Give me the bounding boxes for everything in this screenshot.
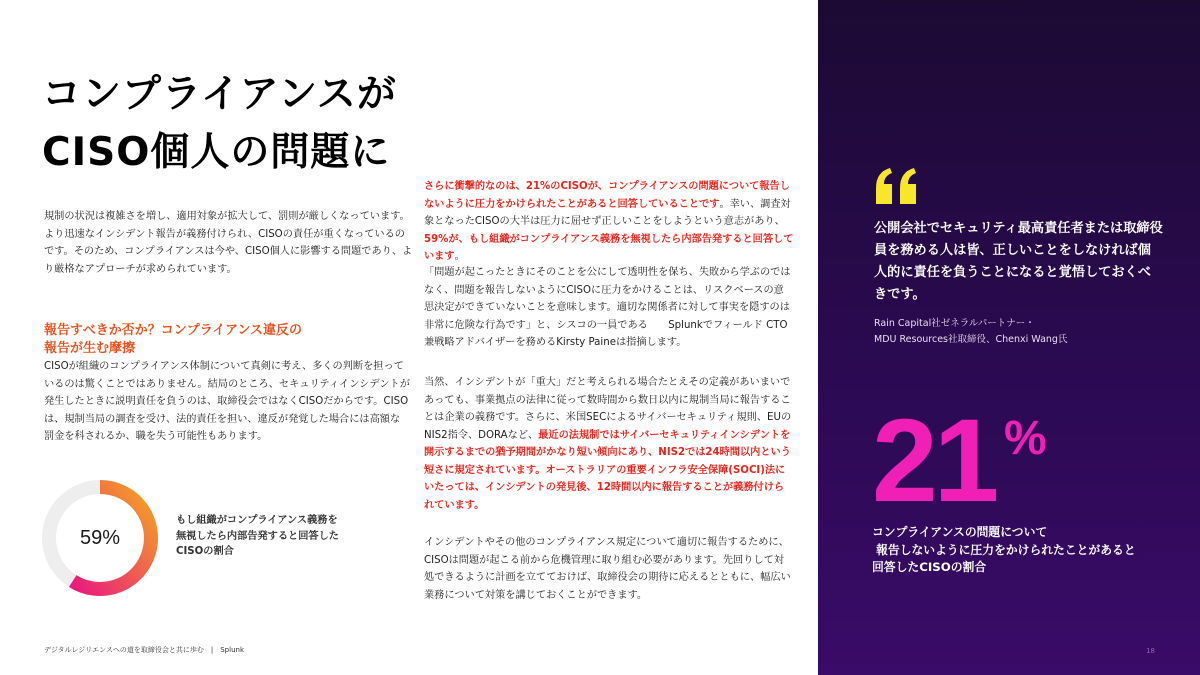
attribution-line-1: Rain Capital社ゼネラルパートナー・	[874, 318, 1035, 329]
section-heading	[44, 322, 334, 358]
page-number: 18	[1146, 647, 1155, 655]
highlight-text-3: 最近の法規制ではサイバーセキュリティインシデントを開示するまでの猶予期間がかなり短い傾向にあり、NIS2では24時間以内という短さに規定されています。オーストラリアの重要インフラ安全保障(SOCI)法にいたっては、インシデントの発見後、12時間以内に報告することが義務付けられています。	[424, 429, 791, 511]
page-title-line-2: CISO個人の問題に	[42, 130, 391, 175]
page-title	[42, 66, 397, 182]
stat-caption-line-3: 回答したCISOの割合	[872, 560, 987, 574]
big-stat-percent: %	[1004, 412, 1047, 465]
section-heading-line-1: 報告すべきか否か？コンプライアンス違反の	[44, 323, 303, 338]
donut-chart	[40, 478, 160, 598]
footer-text: デジタルレジリエンスへの道を取締役会と共に歩む | Splunk	[44, 646, 244, 654]
middle-text-1: 。幸い、調査対象となったCISOの大半は圧力に屈せず正しいことをしようという意志があり、	[424, 198, 791, 227]
lead-paragraph: 規制の状況は複雑さを増し、適用対象が拡大して、罰則が厳しくなっています。より迅速なインシデント報告が義務付けられ、CISOの責任が重くなっているのです。そのため、コンプライアンスは今や、CISO個人に影響する問題であり、より厳格なアプローチが求められています。	[44, 211, 413, 275]
stat-caption-line-2: 報告しないように圧力をかけられたことがあると	[872, 542, 1136, 557]
middle-paragraph-4: インシデントやその他のコンプライアンス規定について適切に報告するために、CISOは問題が起こる前から危機管理に取り組む必要があります。先回りして対処できるように計画を立てておけば、取締役会の期待に応えるとともに、幅広い業務について対策を講じておくことができます。	[424, 537, 791, 601]
highlight-text-2: 59%が、もし組織がコンプライアンス義務を無視したら内部告発すると回答しています	[424, 233, 794, 262]
stat-caption-line-1: コンプライアンスの問題について	[872, 525, 1048, 539]
middle-paragraph-3	[424, 374, 794, 514]
big-stat-number: 21	[872, 395, 996, 527]
donut-value-label: 59%	[79, 526, 121, 549]
quote-text: 公開会社でセキュリティ最高責任者または取締役員を務める人は皆、正しいことをしなければ個人的に責任を負うことになると覚悟しておくべきです。	[874, 221, 1163, 302]
quote-attribution	[874, 316, 1164, 348]
middle-paragraph-2: 「問題が起こったときにそのことを公にして透明性を保ち、失敗から学ぶのではなく、問題を報告しないようにCISOに圧力をかけることは、リスクベースの意思決定ができていないことを意味します。適切な関係者に対して事実を隠すのは非常に危険な行為です」と、シスコの一員である Splunkでフィールド CTO兼戦略アドバイザーを務めるKirsty Paineは指摘します。	[424, 267, 791, 348]
section-heading-line-2: 報告が生む摩擦	[44, 341, 136, 356]
middle-paragraph-1	[424, 178, 794, 266]
section-body: CISOが組織のコンプライアンス体制について真剣に考え、多くの判断を担っているのは驚くことではありません。結局のところ、セキュリティインシデントが発生したときに説明責任を負うのは、取締役会ではなくCISOだからです。CISOは、規制当局の調査を受け、法的責任を担い、違反が発覚した場合には高額な罰金を科されるか、職を失う可能性もあります。	[44, 361, 410, 442]
middle-text-3: 当然、インシデントが「重大」だと考えられる場合たとえその定義があいまいであっても、事業拠点の法律に従って数時間から数日以内に規制当局に報告することは企業の義務です。さらに、米国SECによるサイバーセキュリティ規則、EUのNIS2指令、DORAなど、	[424, 377, 792, 441]
page-title-line-1: コンプライアンスが	[42, 72, 397, 117]
highlight-text-1: さらに衝撃的なのは、21%のCISOが、コンプライアンスの問題について報告しないように圧力をかけられたことがあると回答していることです	[424, 181, 790, 210]
quote-mark-icon	[874, 166, 920, 206]
middle-text-1-end: 。	[454, 251, 465, 262]
big-stat-caption	[872, 524, 1172, 577]
donut-caption: もし組織がコンプライアンス義務を無視したら内部告発すると回答した CISOの割合	[176, 515, 339, 557]
attribution-line-2: MDU Resources社取締役、Chenxi Wang氏	[874, 334, 1068, 345]
